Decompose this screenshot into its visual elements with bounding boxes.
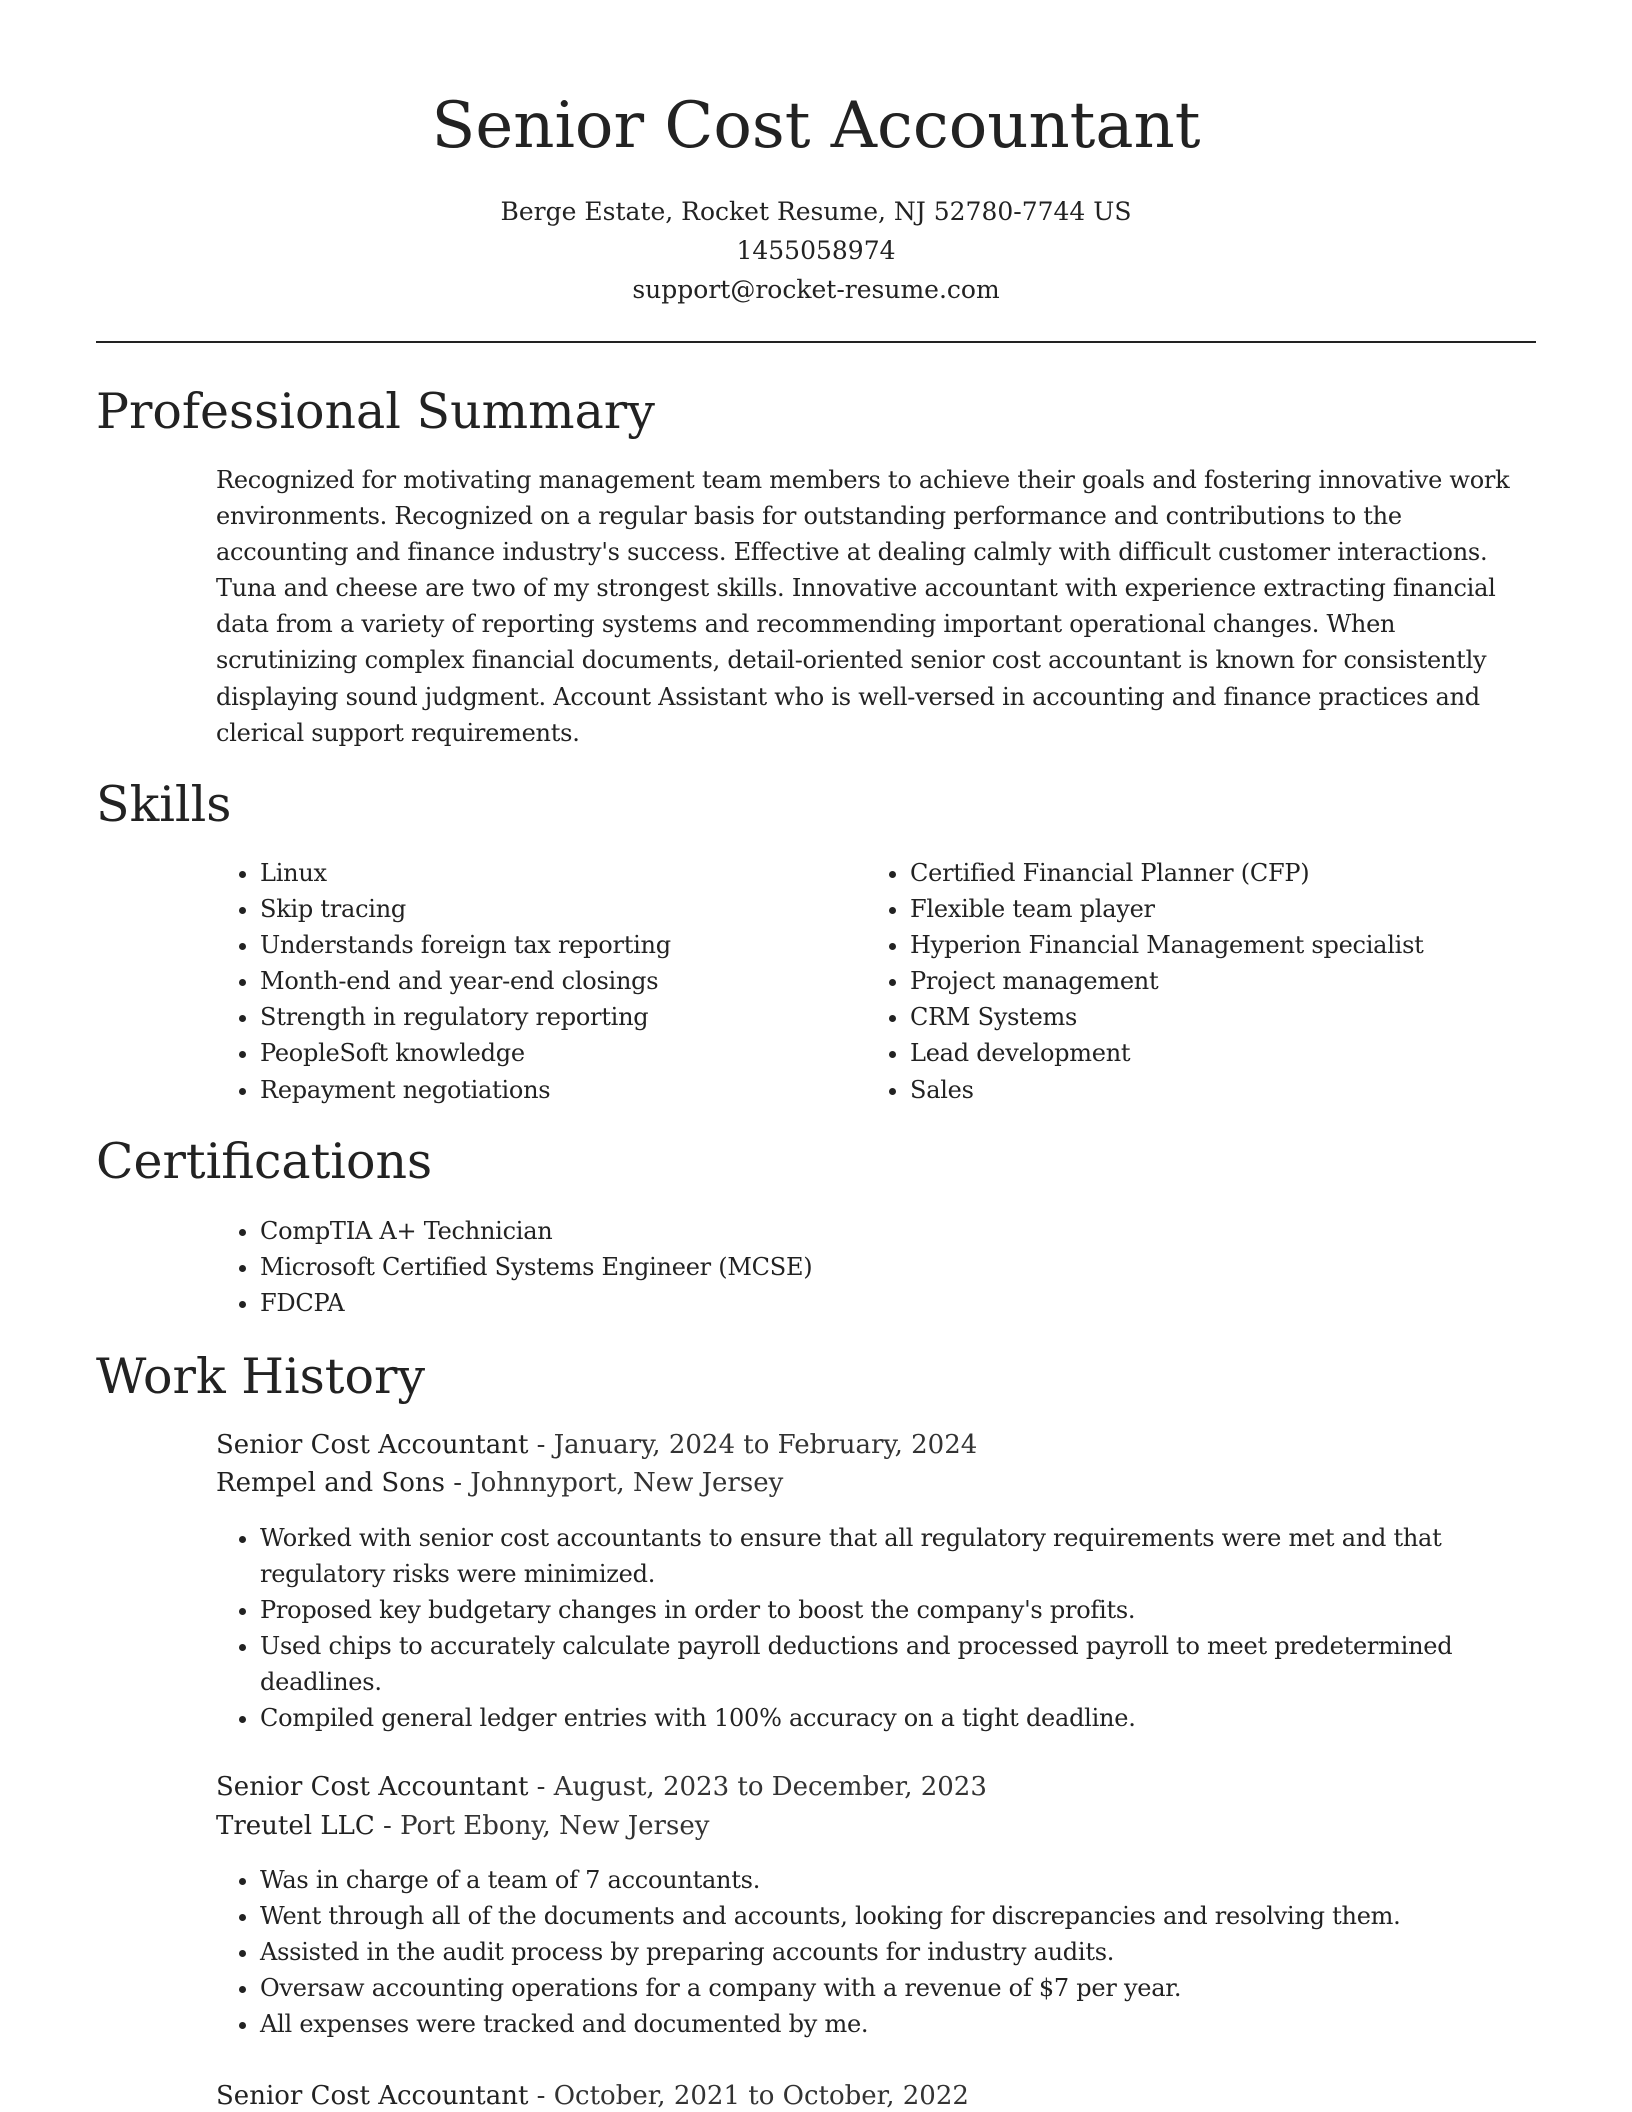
job-location: - Port Ebony, New Jersey — [374, 1811, 710, 1841]
section-title-summary: Professional Summary — [96, 383, 655, 440]
skill-item: • Flexible team player — [910, 891, 1570, 927]
skill-item: • Skip tracing — [260, 891, 860, 927]
skill-item: • Certified Financial Planner (CFP) — [910, 855, 1570, 891]
skill-item: • Repayment negotiations — [260, 1072, 860, 1108]
job-title-line — [216, 2077, 969, 2112]
section-title-skills: Skills — [96, 776, 232, 833]
section-title-certifications: Certifications — [96, 1133, 433, 1190]
skill-item: • CRM Systems — [910, 999, 1570, 1035]
skills-list-right — [866, 855, 1570, 1108]
skill-item: • Month-end and year-end closings — [260, 963, 860, 999]
job-company: Rempel and Sons — [216, 1468, 445, 1498]
job-bullet: • Went through all of the documents and accounts, looking for discrepancies and resolving them. — [260, 1898, 1560, 1934]
skill-item: • Sales — [910, 1072, 1570, 1108]
job-bullet: • Assisted in the audit process by preparing accounts for industry audits. — [260, 1934, 1560, 1970]
resume-title: Senior Cost Accountant — [431, 89, 1201, 163]
job-title: Senior Cost Accountant — [216, 1772, 529, 1802]
address-line: Berge Estate, Rocket Resume, NJ 52780-7744 US — [500, 197, 1132, 226]
certifications-list — [216, 1213, 1560, 1321]
section-title-work-history: Work History — [96, 1348, 426, 1405]
job-title-line — [216, 1426, 977, 1465]
skill-item: • Hyperion Financial Management specialist — [910, 927, 1570, 963]
certification-item: • FDCPA — [260, 1285, 1560, 1321]
job-company-line — [216, 1807, 709, 1846]
job-bullet: • Used chips to accurately calculate payroll deductions and processed payroll to meet predetermined deadlines. — [260, 1628, 1500, 1700]
job-title-line — [216, 1768, 987, 1807]
job-bullets — [216, 1862, 1560, 2042]
email-line: support@rocket-resume.com — [632, 275, 1000, 304]
job-title: Senior Cost Accountant — [216, 2081, 529, 2111]
header-divider — [96, 341, 1536, 343]
skill-item: • Lead development — [910, 1035, 1570, 1071]
job-dates: - January, 2024 to February, 2024 — [528, 1430, 978, 1460]
skill-item: • PeopleSoft knowledge — [260, 1035, 860, 1071]
skill-item: • Linux — [260, 855, 860, 891]
contact-block — [0, 192, 1632, 309]
skill-item: • Project management — [910, 963, 1570, 999]
job-bullet: • Compiled general ledger entries with 100% accuracy on a tight deadline. — [260, 1700, 1500, 1736]
job-dates: - October, 2021 to October, 2022 — [528, 2081, 969, 2111]
job-company-line — [216, 1464, 783, 1503]
job-bullet: • Was in charge of a team of 7 accountants. — [260, 1862, 1560, 1898]
job-company: Treutel LLC — [216, 1811, 375, 1841]
job-location: - Johnnyport, New Jersey — [444, 1468, 784, 1498]
skill-item: • Understands foreign tax reporting — [260, 927, 860, 963]
job-bullets — [216, 1520, 1500, 1737]
job-bullet: • All expenses were tracked and documented by me. — [260, 2006, 1560, 2042]
skills-list-left — [216, 855, 860, 1108]
summary-paragraph: Recognized for motivating management team members to achieve their goals and fostering innovative work environments. Recognized on a regular basis for outstanding performance and contributions to the accounting and finance industry's success. Effective at dealing calmly with difficult customer interactions. Tuna and cheese are two of my strongest skills. Innovative accountant with experience extracting financial data from a variety of reporting systems and recommending important operational changes. When scrutinizing complex financial documents, detail-oriented senior cost accountant is known for consistently displaying sound judgment. Account Assistant who is well-versed in accounting and finance practices and clerical support requirements. — [216, 466, 1510, 747]
certification-item: • CompTIA A+ Technician — [260, 1213, 1560, 1249]
skill-item: • Strength in regulatory reporting — [260, 999, 860, 1035]
job-title: Senior Cost Accountant — [216, 1430, 529, 1460]
certification-item: • Microsoft Certified Systems Engineer (MCSE) — [260, 1249, 1560, 1285]
job-dates: - August, 2023 to December, 2023 — [528, 1772, 987, 1802]
phone-line: 1455058974 — [736, 236, 896, 265]
job-bullet: • Proposed key budgetary changes in order to boost the company's profits. — [260, 1592, 1500, 1628]
job-bullet: • Oversaw accounting operations for a company with a revenue of $7 per year. — [260, 1970, 1560, 2006]
job-bullet: • Worked with senior cost accountants to ensure that all regulatory requirements were met and that regulatory risks were minimized. — [260, 1520, 1500, 1592]
